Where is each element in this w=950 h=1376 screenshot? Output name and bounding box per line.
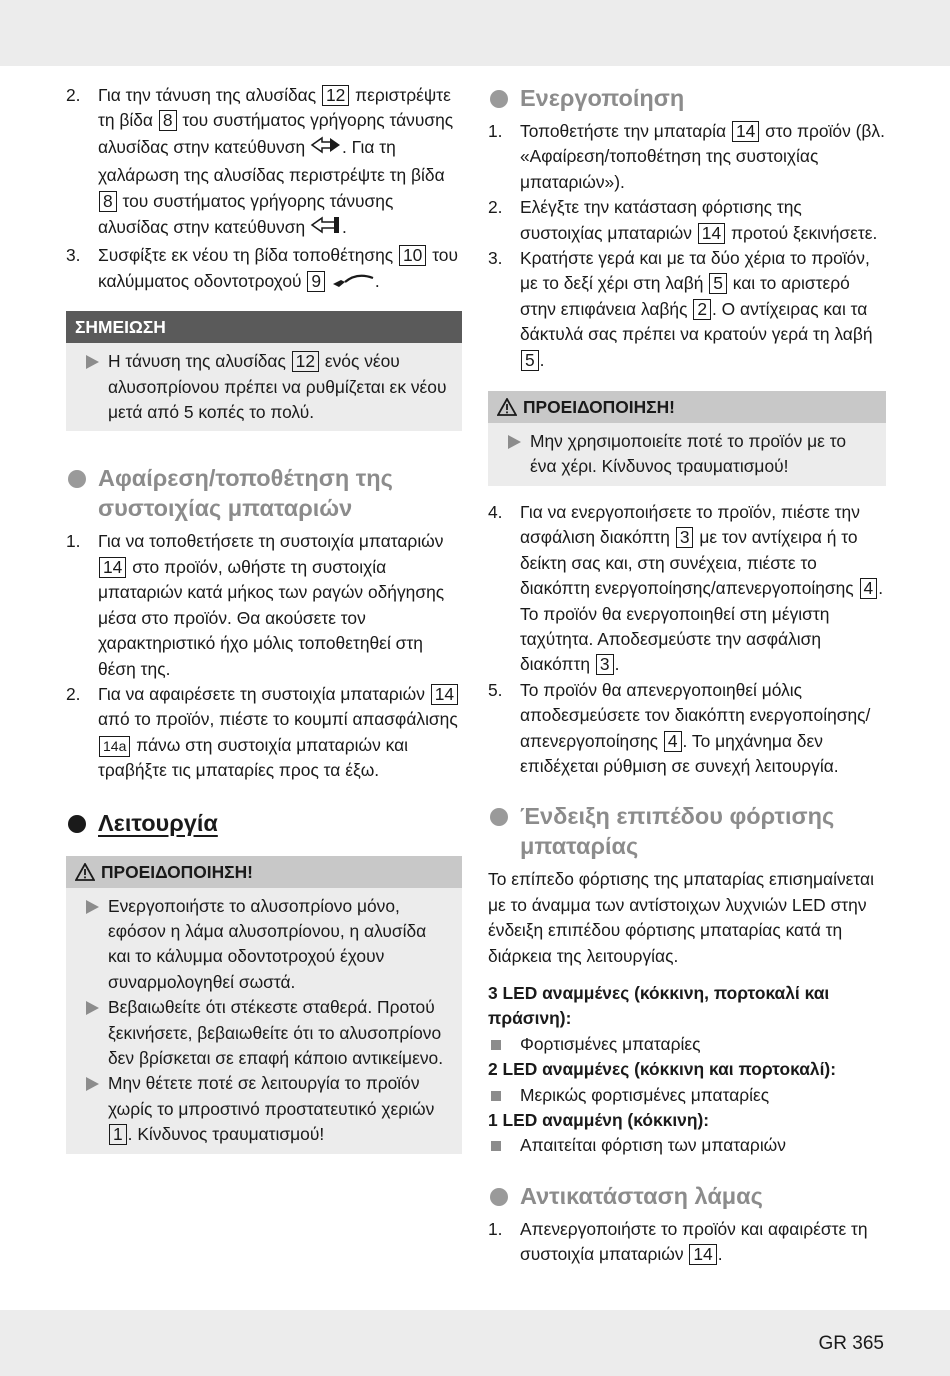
- left-column: [66, 83, 462, 1154]
- bullet-square-icon: [491, 1141, 501, 1151]
- warning-item: Μην θέτετε ποτέ σε λειτουργία το προϊόν χωρίς το μπροστινό προστατευτικό χεριών 1 . Κίνδυνος τραυματισμού!: [76, 1071, 450, 1147]
- bullet-triangle-icon: [86, 1001, 99, 1015]
- warning-triangle-icon: [497, 397, 517, 423]
- list-item: 5. Το προϊόν θα απενεργοποιηθεί μόλις αποδεσμεύσετε τον διακόπτη ενεργοποίησης/ απενεργοποίησης 4 . Το μηχάνημα δεν επιδέχεται ρύθμιση σε συνεχή λειτουργία.: [488, 679, 871, 776]
- warning-title: ΠΡΟΕΙΔΟΠΟΙΗΣΗ!: [66, 856, 462, 888]
- ref-badge: 12: [322, 85, 349, 106]
- list-item: 1. Τοποθετήστε την μπαταρία 14 στο προϊόν (βλ. «Αφαίρεση/τοποθέτηση της συστοιχίας μπαταριών»).: [488, 121, 885, 192]
- loosen-direction-icon: [310, 214, 342, 243]
- ref-badge: 3: [676, 527, 694, 548]
- warning-item: Ενεργοποιήστε το αλυσοπρίονο μόνο, εφόσον η λάμα αλυσοπρίονου, η αλυσίδα και το κάλυμμα οδοντοτροχού έχουν συναρμολογηθεί σωστά.: [76, 894, 450, 996]
- tighten-direction-icon: [310, 134, 342, 163]
- ref-badge: 2: [693, 299, 711, 320]
- warning-box: [488, 391, 886, 486]
- list-item: 1. Απενεργοποιήστε το προϊόν και αφαιρέστε τη συστοιχία μπαταριών 14 .: [488, 1218, 868, 1265]
- list-item: 4. Για να ενεργοποιήσετε το προϊόν, πιέστε την ασφάλιση διακόπτη 3 με τον αντίχειρα ή το δείκτη σας και, στη συνέχεια, πιέστε το διακόπτη ενεργοποίησης/απενεργοποίησης 4 . Το προϊόν θα ενεργοποιηθεί στη μέγιστη ταχύτητα. Αποδεσμεύστε την ασφάλιση διακόπτη 3 .: [488, 501, 884, 675]
- bullet-triangle-icon: [86, 1077, 99, 1091]
- ref-badge: 14: [732, 121, 759, 142]
- warning-item: Βεβαιωθείτε ότι στέκεστε σταθερά. Προτού ξεκινήσετε, βεβαιωθείτε ότι το αλυσοπρίονο δεν βρίσκεται σε επαφή κάποιο αντικείμενο.: [76, 995, 450, 1071]
- top-band: [0, 0, 950, 66]
- ref-badge: 3: [596, 654, 614, 675]
- chain-tension-steps: [66, 83, 462, 297]
- battery-heading: Αφαίρεση/τοποθέτηση της συστοιχίας μπαταριών: [66, 463, 462, 523]
- activation-steps-continued: [488, 500, 886, 779]
- led1-label: 1 LED αναμμένη (κόκκινη):: [488, 1110, 710, 1130]
- list-item: 3. Συσφίξτε εκ νέου τη βίδα τοποθέτησης 10 του καλύμματος οδοντοτροχού 9 .: [66, 243, 462, 297]
- bullet-square-icon: [491, 1091, 501, 1101]
- list-item: 3. Κρατήστε γερά και με τα δύο χέρια το προϊόν, με το δεξί χέρι στη λαβή 5 και το αριστερό στην επιφάνεια λαβής 2 . Ο αντίχειρας και τα δάκτυλά σας πρέπει να κρατούν γερά τη λαβή 5 .: [488, 248, 873, 370]
- list-item: 2. Για την τάνυση της αλυσίδας 12 περιστρέψτε τη βίδα 8 του συστήματος γρήγορης τάνυσης αλυσίδας στην κατεύθυνση . Για τη χαλάρωση της αλυσίδας περιστρέψτε τη βίδα 8 του συστήματος γρήγορης τάνυσης αλυσίδας στην κατεύθυνση .: [66, 83, 462, 243]
- list-item: 2. Για να αφαιρέσετε τη συστοιχία μπαταριών 14 από το προϊόν, πιέστε το κουμπί απασφάλισης 14a πάνω στη συστοιχία μπαταριών και τραβήξτε τις μπαταρίες προς τα έξω.: [66, 683, 458, 781]
- bullet-dot-icon: [68, 470, 86, 488]
- blade-steps: [488, 1217, 886, 1268]
- list-item: Απαιτείται φόρτιση των μπαταριών: [488, 1133, 886, 1158]
- note-title: ΣΗΜΕΙΩΣΗ: [66, 311, 462, 343]
- ref-badge: 14a: [99, 736, 130, 757]
- bullet-triangle-icon: [508, 435, 521, 449]
- battery-steps: [66, 529, 462, 783]
- ref-badge: 10: [399, 245, 426, 266]
- list-item: Μερικώς φορτισμένες μπαταρίες: [488, 1083, 886, 1108]
- bullet-triangle-icon: [86, 355, 99, 369]
- list-item: 2. Ελέγξτε την κατάσταση φόρτισης της συστοιχίας μπαταριών 14 προτού ξεκινήσετε.: [488, 197, 878, 243]
- ref-badge: 14: [431, 684, 458, 705]
- warning-triangle-icon: [75, 862, 95, 888]
- warning-box: [66, 856, 462, 1154]
- led2-label: 2 LED αναμμένες (κόκκινη και πορτοκαλί):: [488, 1059, 836, 1080]
- page-number: GR 365: [818, 1333, 884, 1354]
- bullet-dot-icon: [490, 1188, 508, 1206]
- bottom-band: [0, 1310, 950, 1376]
- bullet-triangle-icon: [86, 900, 99, 914]
- ref-badge: 14: [99, 557, 126, 578]
- bullet-square-icon: [491, 1040, 501, 1050]
- ref-badge: 14: [698, 223, 725, 244]
- activation-heading: Ενεργοποίηση: [488, 83, 886, 113]
- charge-intro: Το επίπεδο φόρτισης της μπαταρίας επισημαίνεται με το άναμμα των αντίστοιχων λυχνιών LED στην ένδειξη επιπέδου φόρτισης μπαταρίας κατά τη διάρκεια της λειτουργίας.: [488, 869, 874, 966]
- ref-badge: 8: [99, 191, 117, 212]
- warning-title: ΠΡΟΕΙΔΟΠΟΙΗΣΗ!: [488, 391, 886, 423]
- bullet-dot-icon: [490, 90, 508, 108]
- bullet-dot-icon: [490, 808, 508, 826]
- ref-badge: 5: [709, 273, 727, 294]
- note-item: Η τάνυση της αλυσίδας 12 ενός νέου αλυσοπρίονου πρέπει να ρυθμίζεται εκ νέου μετά από 5 κοπές το πολύ.: [76, 349, 450, 425]
- led3-label: 3 LED αναμμένες (κόκκινη, πορτοκαλί και πράσινη):: [488, 982, 830, 1029]
- ref-badge: 9: [307, 271, 325, 292]
- ref-badge: 1: [109, 1124, 127, 1145]
- list-item: Φορτισμένες μπαταρίες: [488, 1032, 886, 1057]
- warning-item: Μην χρησιμοποιείτε ποτέ το προϊόν με το ένα χέρι. Κίνδυνος τραυματισμού!: [498, 429, 874, 480]
- ref-badge: 4: [664, 731, 682, 752]
- screwdriver-icon: [331, 272, 375, 297]
- right-column: [488, 83, 886, 1268]
- list-item: 1. Για να τοποθετήσετε τη συστοιχία μπαταριών 14 στο προϊόν, ωθήστε τη συστοιχία μπαταριών κατά μήκος των ραγών οδήγησης μέσα στο προϊόν. Θα ακούσετε τον χαρακτηριστικό ήχο μόλις τοποθετηθεί στη θέση της.: [66, 531, 445, 679]
- charge-level-heading: Ένδειξη επιπέδου φόρτισης μπαταρίας: [488, 801, 886, 861]
- ref-badge: 12: [292, 351, 319, 372]
- note-box: [66, 311, 462, 431]
- ref-badge: 5: [521, 350, 539, 371]
- ref-badge: 4: [860, 578, 878, 599]
- ref-badge: 8: [159, 110, 177, 131]
- activation-steps: [488, 119, 886, 373]
- ref-badge: 14: [689, 1244, 716, 1265]
- operation-heading: Λειτουργία: [66, 808, 462, 838]
- blade-replacement-heading: Αντικατάσταση λάμας: [488, 1181, 886, 1211]
- bullet-dot-icon: [68, 815, 86, 833]
